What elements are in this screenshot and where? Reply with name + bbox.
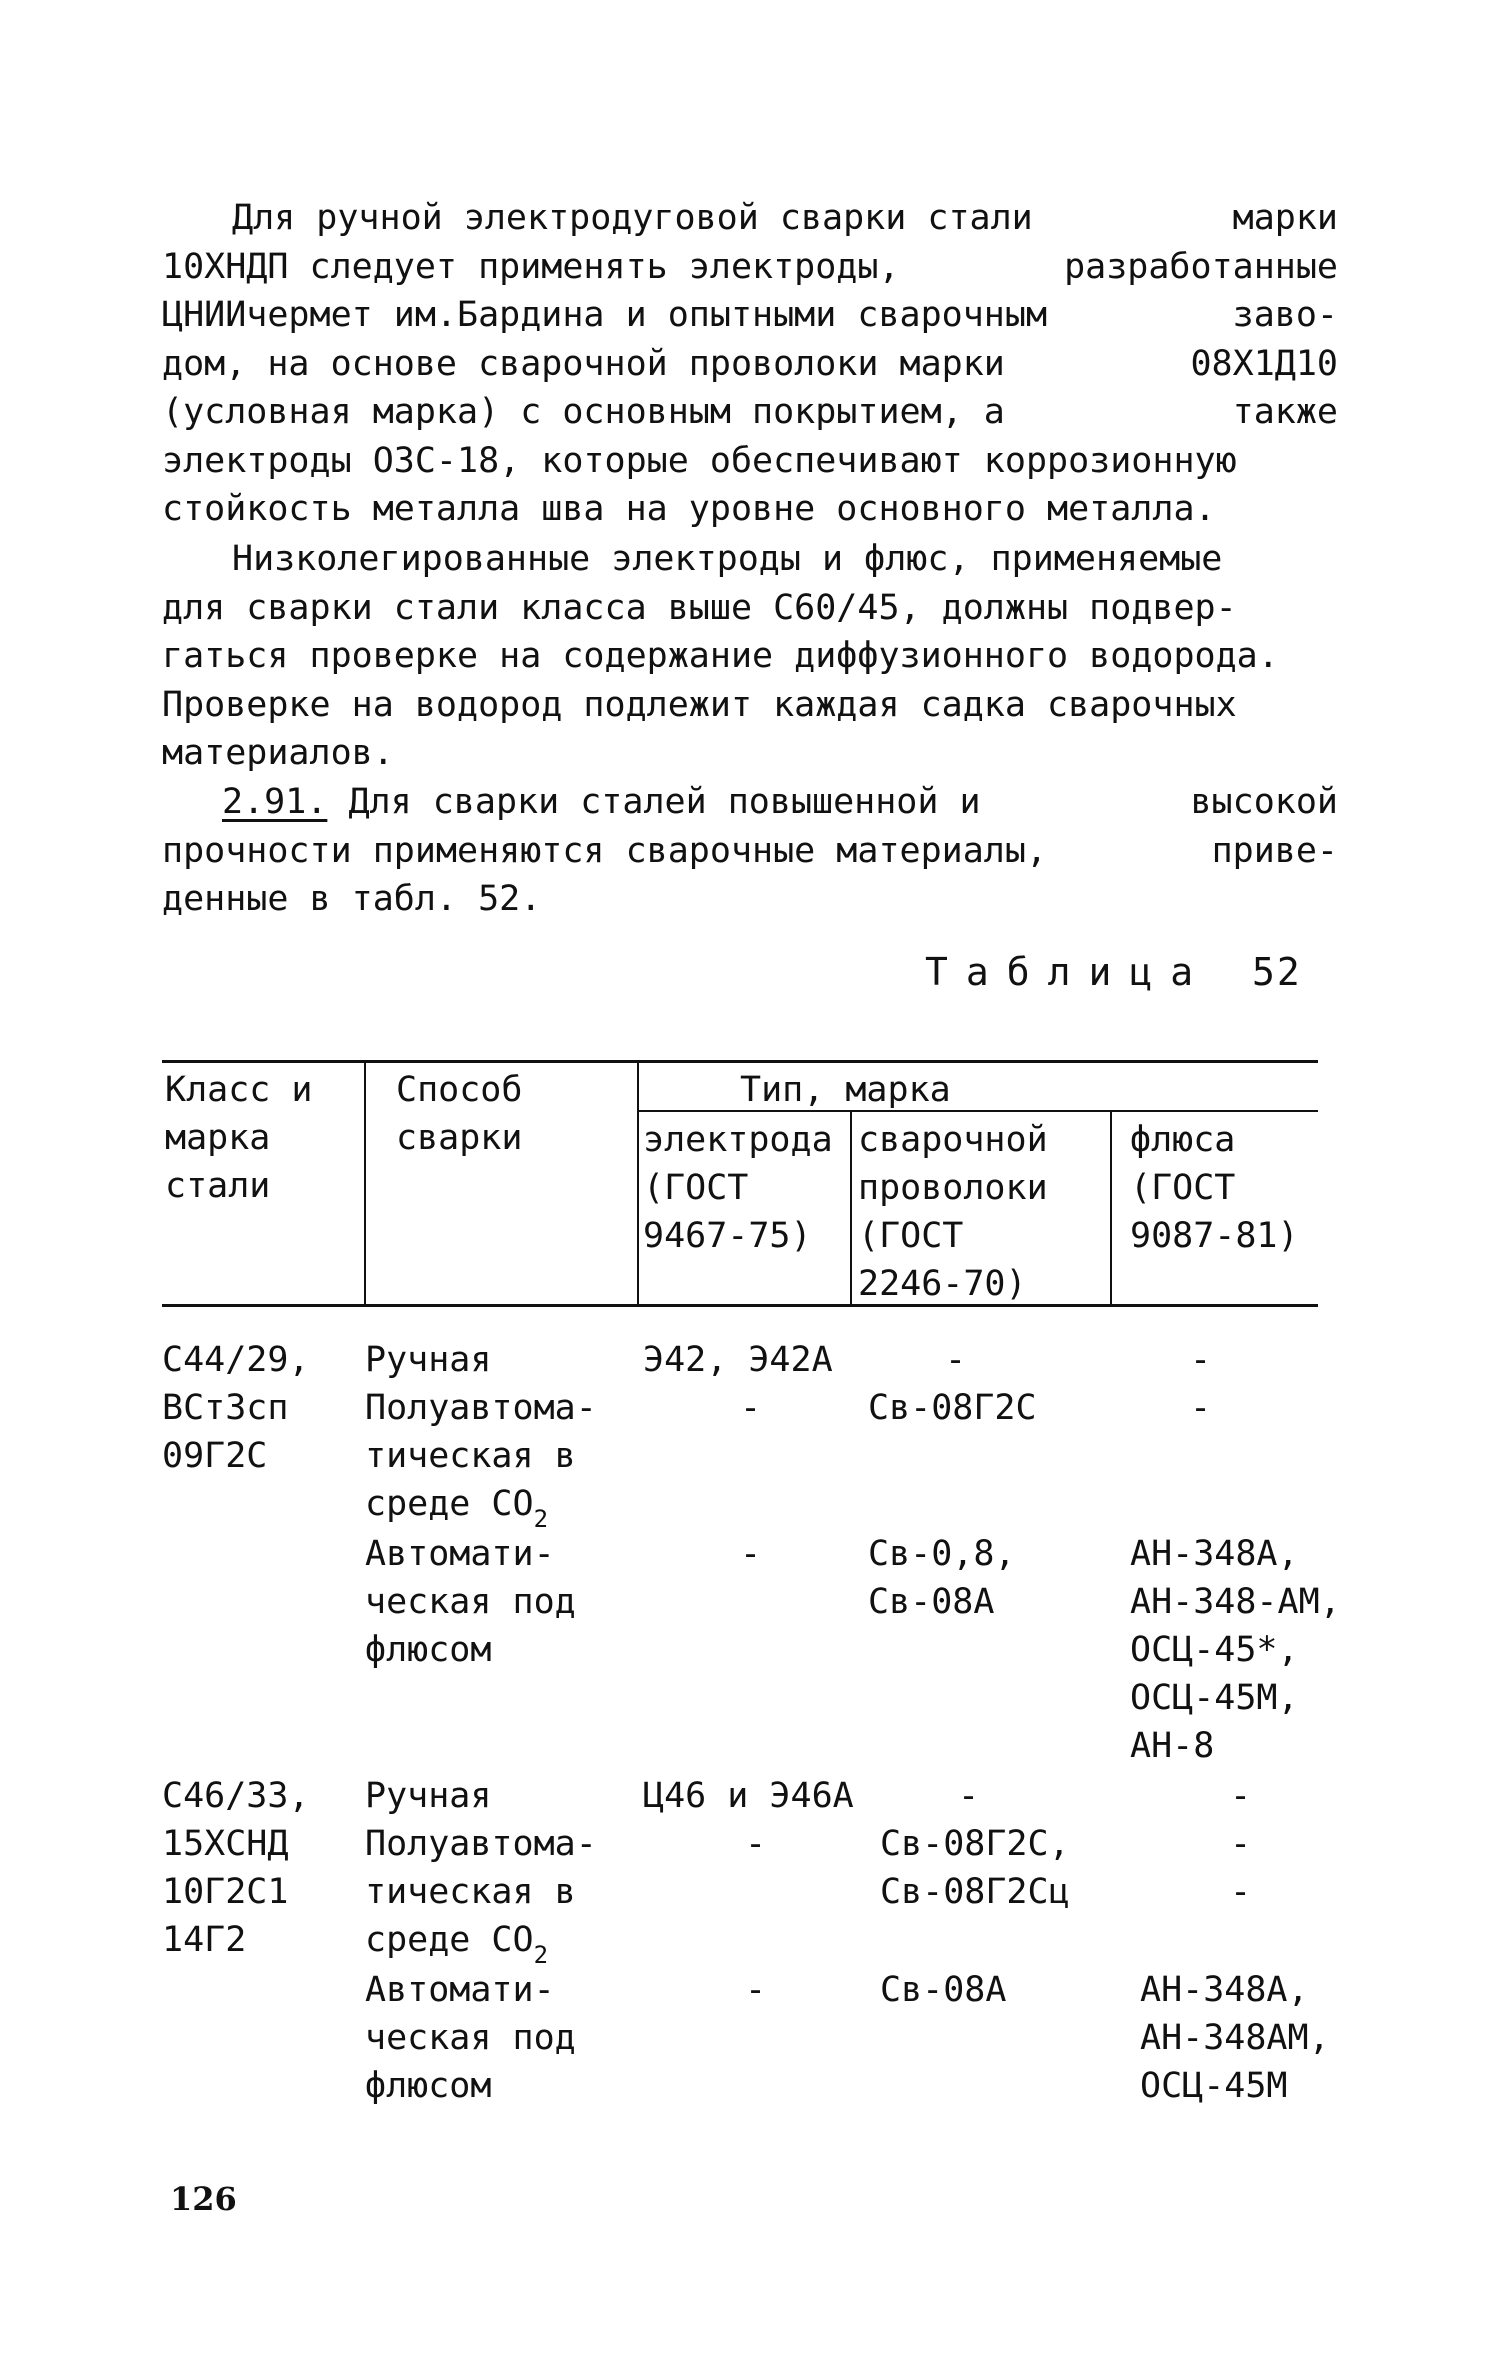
wire-cell: - [958, 1776, 980, 1816]
header-welding-wire: сварочной проволоки (ГОСТ 2246-70) [858, 1120, 1048, 1304]
text-line: (условная марка) с основным покрытием, а также [162, 392, 1338, 432]
electrode-cell: - [740, 1388, 762, 1428]
table-top-rule [162, 1060, 1318, 1063]
electrode-cell: - [745, 1824, 767, 1864]
text-line: стойкость металла шва на уровне основного металла. [162, 489, 1216, 529]
column-divider [364, 1062, 366, 1306]
text-line: Для ручной электродуговой сварки стали марки [232, 198, 1338, 238]
wire-cell: Св-08А [880, 1970, 1007, 2010]
text-line: Низколегированные электроды и флюс, применяемые [232, 539, 1223, 579]
paragraph-1 [162, 194, 1338, 534]
text-line: 2.91. Для сварки сталей повышенной и высокой [222, 782, 1338, 822]
column-divider [850, 1112, 852, 1306]
welding-method-cell: Автомати- ческая под флюсом [365, 1534, 576, 1670]
page-number: 126 [170, 2180, 237, 2218]
wire-cell: Св-08Г2С [868, 1388, 1037, 1428]
section-number: 2.91. [222, 782, 328, 822]
flux-cell: - - [1230, 1824, 1252, 1912]
welding-method-cell: Полуавтома- тическая в среде $СО_2$ [365, 1824, 597, 1969]
welding-method-cell: Автомати- ческая под флюсом [365, 1970, 576, 2106]
welding-method-cell: Ручная [365, 1340, 492, 1380]
text-line: Проверке на водород подлежит каждая садка сварочных [162, 684, 1237, 725]
column-divider [637, 1062, 639, 1306]
header-flux: флюса (ГОСТ 9087-81) [1130, 1120, 1299, 1256]
text-line: дом, на основе сварочной проволоки марки 08Х1Д10 [162, 343, 1338, 384]
text-line: электроды ОЗС-18, которые обеспечивают коррозионную [162, 440, 1237, 481]
flux-cell: - [1230, 1776, 1252, 1816]
header-electrode: электрода (ГОСТ 9467-75) [643, 1120, 833, 1256]
header-type-grade: Тип, марка [740, 1070, 951, 1110]
flux-cell: - [1190, 1340, 1212, 1380]
header-steel-class: Класс и марка стали [165, 1070, 313, 1206]
text-line: для сварки стали класса выше С60/45, должны подвер- [162, 587, 1237, 628]
electrode-cell: - [740, 1534, 762, 1574]
paragraph-3 [162, 778, 1338, 924]
wire-cell: Св-0,8, Св-08А [868, 1534, 1016, 1622]
welding-method-cell: Ручная [365, 1776, 492, 1816]
steel-grade-cell: С46/33, 15ХСНД 10Г2С1 14Г2 [162, 1776, 310, 1960]
paragraph-2 [162, 535, 1338, 778]
table-title: Таблица 52 [925, 950, 1302, 994]
steel-grade-cell: С44/29, ВСт3сп 09Г2С [162, 1340, 310, 1476]
text-line: 10ХНДП следует применять электроды, разработанные [162, 246, 1338, 287]
flux-cell: АН-348А, АН-348АМ, ОСЦ-45М [1140, 1970, 1330, 2106]
wire-cell: Св-08Г2С, Св-08Г2Сц [880, 1824, 1070, 1912]
electrode-cell: Э42, Э42А [643, 1340, 833, 1380]
header-welding-method: Способ сварки [396, 1070, 523, 1158]
electrode-cell: Ц46 и Э46А [643, 1776, 854, 1816]
text-line: ЦНИИчермет им.Бардина и опытными сварочным заво- [162, 295, 1338, 335]
text-line: прочности применяются сварочные материалы, приве- [162, 830, 1338, 871]
text-line: материалов. [162, 733, 394, 773]
flux-cell: АН-348А, АН-348-АМ, ОСЦ-45*, ОСЦ-45М, АН-8 [1130, 1534, 1341, 1766]
electrode-cell: - [745, 1970, 767, 2010]
flux-cell: - [1190, 1388, 1212, 1428]
text-line: денные в табл. 52. [162, 879, 542, 919]
welding-method-cell: Полуавтома- тическая в среде $СО_2$ [365, 1388, 597, 1533]
table-header-bottom-rule [162, 1304, 1318, 1307]
wire-cell: - [945, 1340, 967, 1380]
column-divider [1110, 1112, 1112, 1306]
text-line: гаться проверке на содержание диффузионного водорода. [162, 636, 1279, 676]
